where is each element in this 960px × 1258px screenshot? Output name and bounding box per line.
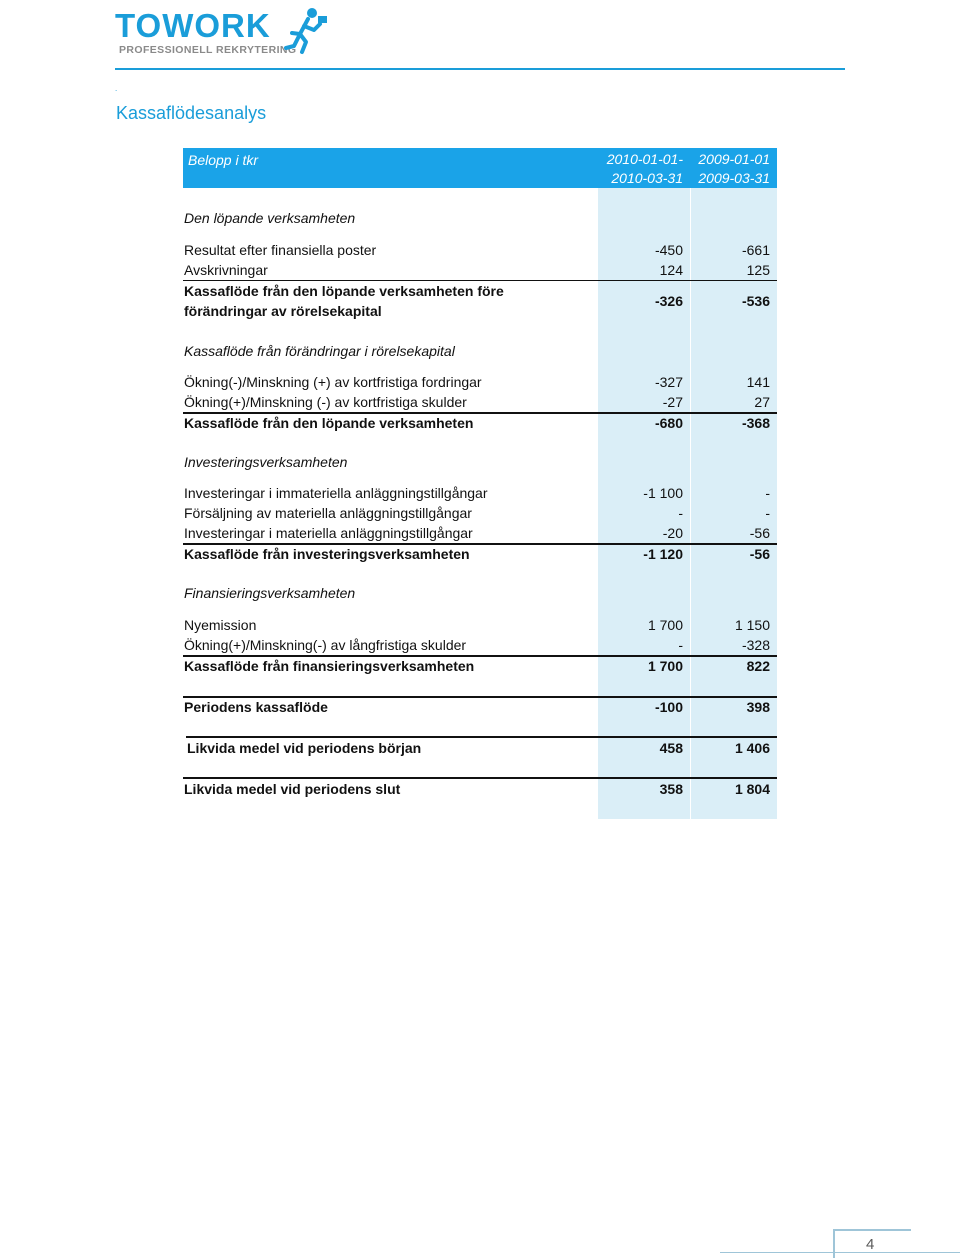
- row-value-2010: -1 100: [643, 485, 683, 501]
- row-label: Ökning(-)/Minskning (+) av kortfristiga fordringar: [184, 374, 482, 390]
- row-label: Kassaflöde från investeringsverksamheten: [184, 546, 470, 562]
- row-value-2010: -326: [654, 293, 683, 309]
- row-label: Avskrivningar: [184, 262, 268, 278]
- row-value-2010: -27: [662, 394, 683, 410]
- row-value-2010: 1 700: [647, 658, 683, 674]
- row-value-2009: 1 804: [734, 781, 770, 797]
- row-value-2009: 125: [746, 262, 770, 278]
- table-row: [183, 523, 777, 543]
- table-row-subtotal: [183, 413, 777, 433]
- row-label-line2: förändringar av rörelsekapital: [184, 303, 382, 319]
- row-label: Kassaflöde från finansieringsverksamheten: [184, 658, 475, 674]
- row-value-2009: 141: [746, 374, 770, 390]
- row-label: Resultat efter finansiella poster: [184, 242, 377, 258]
- row-label: [184, 281, 504, 321]
- row-label-line1: Kassaflöde från den löpande verksamheten före: [184, 283, 504, 299]
- row-value-2010: 458: [659, 740, 683, 756]
- row-label: Försäljning av materiella anläggningstillgångar: [184, 505, 472, 521]
- header-period-2010-end: 2010-03-31: [611, 170, 683, 186]
- row-value-2009: 822: [746, 658, 770, 674]
- table-row: [183, 635, 777, 655]
- logo-tagline: PROFESSIONELL REKRYTERING: [119, 44, 297, 56]
- company-logo: [115, 6, 330, 56]
- logo-wordmark: TOWORK: [115, 7, 271, 44]
- section-heading-financing: [183, 583, 777, 603]
- table-row: [183, 615, 777, 635]
- row-value-2009: -328: [741, 637, 770, 653]
- header-amount-label: Belopp i tkr: [188, 152, 259, 168]
- row-value-2010: -100: [654, 699, 683, 715]
- row-value-2009: -: [765, 485, 770, 501]
- running-person-icon: [280, 6, 330, 56]
- row-value-2010: -: [678, 505, 683, 521]
- row-value-2009: 398: [746, 699, 770, 715]
- row-value-2010: -680: [654, 415, 683, 431]
- row-label: Investeringar i immateriella anläggningstillgångar: [184, 485, 488, 501]
- row-label: Ökning(+)/Minskning(-) av långfristiga skulder: [184, 637, 467, 653]
- section-heading-operating: [183, 208, 777, 228]
- row-value-2009: 1 150: [734, 617, 770, 633]
- row-label: Investeringar i materiella anläggningstillgångar: [184, 525, 473, 541]
- section-heading-investing: [183, 452, 777, 472]
- cashflow-table: [183, 148, 778, 820]
- row-value-2010: -450: [654, 242, 683, 258]
- table-row-total: [183, 697, 777, 717]
- table-row-subtotal: [183, 281, 777, 321]
- table-row: [183, 260, 777, 280]
- row-label: Nyemission: [184, 617, 257, 633]
- row-label: Investeringsverksamheten: [184, 454, 348, 470]
- header-dot: .: [115, 84, 118, 93]
- header-period-2009-end: 2009-03-31: [698, 170, 770, 186]
- header-rule: [115, 68, 845, 70]
- row-value-2009: -661: [741, 242, 770, 258]
- row-value-2010: 124: [659, 262, 683, 278]
- row-label: Ökning(+)/Minskning (-) av kortfristiga skulder: [184, 394, 467, 410]
- page-title: Kassaflödesanalys: [116, 103, 267, 123]
- table-header: [183, 148, 777, 188]
- row-value-2009: 27: [754, 394, 770, 410]
- row-label: Likvida medel vid periodens slut: [184, 781, 401, 797]
- row-label: Kassaflöde från förändringar i rörelsekapital: [184, 343, 455, 359]
- row-value-2009: -368: [741, 415, 770, 431]
- row-label: Periodens kassaflöde: [184, 699, 328, 715]
- row-value-2009: -56: [749, 525, 770, 541]
- row-value-2010: -1 120: [643, 546, 683, 562]
- table-row: [183, 392, 777, 412]
- page-number: 4: [866, 1236, 875, 1253]
- row-value-2009: -56: [749, 546, 770, 562]
- header-period-2009: [698, 150, 770, 188]
- table-row-total: [183, 738, 777, 758]
- row-value-2010: 1 700: [647, 617, 683, 633]
- header-period-2010: [607, 150, 683, 188]
- row-label: Likvida medel vid periodens början: [187, 740, 422, 756]
- table-row-subtotal: [183, 656, 777, 676]
- row-label: Finansieringsverksamheten: [184, 585, 356, 601]
- row-value-2010: -327: [654, 374, 683, 390]
- row-value-2010: -: [678, 637, 683, 653]
- table-row: [183, 483, 777, 503]
- header-period-2010-start: 2010-01-01-: [606, 151, 683, 167]
- table-row: [183, 372, 777, 392]
- row-value-2009: -536: [741, 293, 770, 309]
- row-value-2009: -: [765, 505, 770, 521]
- table-row-total: [183, 779, 777, 799]
- header-period-2009-start: 2009-01-01: [698, 151, 770, 167]
- table-row: [183, 240, 777, 260]
- table-row-subtotal: [183, 544, 777, 564]
- table-row: [183, 503, 777, 523]
- row-label: Kassaflöde från den löpande verksamheten: [184, 415, 474, 431]
- row-value-2010: 358: [659, 781, 683, 797]
- row-label: Den löpande verksamheten: [184, 210, 356, 226]
- row-value-2010: -20: [662, 525, 683, 541]
- section-heading-working-capital: [183, 341, 777, 361]
- row-value-2009: 1 406: [734, 740, 770, 756]
